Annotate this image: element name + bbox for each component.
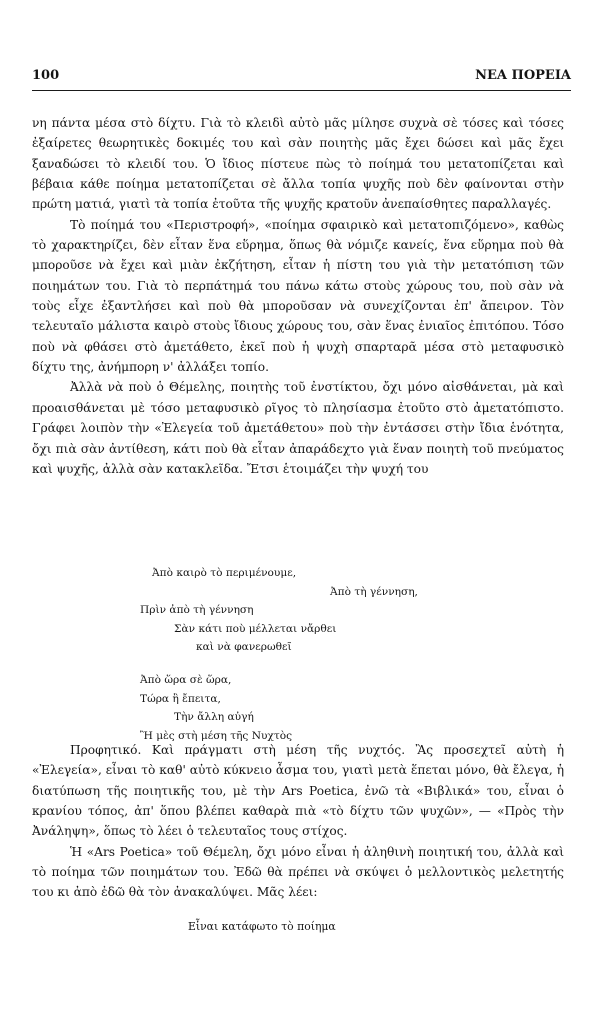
poem-line: καὶ νὰ φανερωθεῖ: [196, 641, 292, 654]
poem-line: Ἀπὸ καιρὸ τὸ περιμένουμε,: [152, 567, 297, 579]
poem-line: Ἀπὸ ὥρα σὲ ὥρα,: [140, 673, 232, 686]
paragraph: νη πάντα μέσα στὸ δίχτυ. Γιὰ τὸ κλειδὶ αὐτὸ μᾶς μίλησε συχνὰ σὲ τόσες καὶ τόσες ἐξαίρετες θεωρητικὲς δοκιμές του καὶ σὰν ποιητὴς μᾶς ἔχει δώσει καὶ μᾶς ἔχει ξαναδώσει τὸ κλειδί του. Ὁ ἴδιος πίστευε πὼς τὸ ποίημά του μετατοπίζεται καὶ βέβαια κάθε ποίημα μετατοπίζεται σὲ ἄλλα τοπία ψυχῆς ποὺ δὲν φαίνονται στὴν πρώτη ματιά, γιατὶ τὰ τοπία ἐτοῦτα τῆς ψυχῆς κρατοῦν ἀνεπαίσθητες παραλλαγές.: [32, 116, 564, 212]
main-text-continued: [32, 740, 564, 903]
stanza-break: [32, 657, 564, 671]
paragraph: Ἀλλὰ νὰ ποὺ ὁ Θέμελης, ποιητὴς τοῦ ἐνστίκτου, ὄχι μόνο αἰσθάνεται, μὰ καὶ προαισθάνεται μὲ τόσο μεταφυσικὸ ρῖγος τὸ πλησίασμα ἐτοῦτο στὸ ἀμετατόπιστο. Γράφει λοιπὸν τὴν «Ἐλεγεία τοῦ ἀμετάθετου» ποὺ τὴν ἐντάσσει στὴν ἴδια ἑνότητα, ὄχι πιὰ σὰν ἀντίθεση, κάτι ποὺ θὰ εἶταν ἀπαράδεχτο γιὰ ἕναν ποιητὴ τοῦ πνεύματος καὶ ψυχῆς, ἀλλὰ σὰν κατακλεῖδα. Ἔτσι ἑτοιμάζει τὴν ψυχή του: [32, 380, 564, 476]
poem-line: Πρὶν ἀπὸ τὴ γέννηση: [140, 604, 254, 617]
poem-line: Ἀπὸ τὴ γέννηση,: [330, 585, 418, 598]
poem-line: Τώρα ἢ ἔπειτα,: [140, 692, 221, 705]
closing-quote-line: Εἶναι κατάφωτο τὸ ποίημα: [188, 920, 336, 933]
page-number: 100: [32, 68, 60, 83]
paragraph: Ἡ «Ars Poetica» τοῦ Θέμελη, ὄχι μόνο εἶναι ἡ ἀληθινὴ ποιητική του, ἀλλὰ καὶ τὸ ποίημα τῶν ποιημάτων του. Ἐδῶ θὰ πρέπει νὰ σκύψει ὁ μελλοντικὸς μελετητής του κι ἀπὸ ἐδῶ θὰ τὸν ἀνακαλύψει. Μᾶς λέει:: [32, 844, 564, 900]
page-header: [32, 68, 571, 83]
poem-excerpt: [32, 564, 564, 745]
paragraph: Τὸ ποίημά του «Περιστροφή», «ποίημα σφαιρικὸ καὶ μετατοπιζόμενο», καθὼς τὸ χαρακτηρίζει, δὲν εἶταν ἕνα εὕρημα, ὅπως θὰ νόμιζε κανείς, ἕνα εὕρημα ποὺ θὰ μποροῦσε νὰ ἔχει καὶ μιὰν ἐκζήτηση, εἶταν ἡ πίστη του γιὰ τὴν μετατόπιση τῶν ποιημάτων του. Γιὰ τὸ περπάτημά του πάνω κάτω στοὺς χώρους του, ποὺ σὰν νὰ τοὺς εἶχε ἐξαντλήσει καὶ ποὺ θὰ μποροῦσαν νὰ συνεχίζονται ἐπ' ἄπειρον. Τὸν τελευταῖο μάλιστα καιρὸ στοὺς ἴδιους χώρους του, σὰν ἕνας ἐνιαῖος ἐπιτόπου. Τόσο ποὺ νὰ φθάσει στὸ ἀμετάθετο, ἐκεῖ ποὺ ἡ ψυχὴ σπαρταρᾶ μέσα στὸ μεταφυσικὸ δίχτυ της, ἀνήμπορη ν' ἀλλάξει τοπίο.: [32, 217, 564, 375]
main-text: [32, 113, 564, 479]
journal-title: ΝΕΑ ΠΟΡΕΙΑ: [475, 68, 571, 83]
poem-line: Ἢ μὲς στὴ μέση τῆς Νυχτὸς: [140, 729, 293, 742]
poem-line: Τὴν ἄλλη αὐγή: [174, 711, 254, 724]
header-rule: [32, 90, 571, 91]
paragraph: Προφητικό. Καὶ πράγματι στὴ μέση τῆς νυχτός. Ἂς προσεχτεῖ αὐτὴ ἡ «Ἐλεγεία», εἶναι τὸ καθ' αὐτὸ κύκνειο ἆσμα του, γιατὶ μετὰ ἕπεται μόνο, θὰ ἔλεγα, ἡ διατύπωση τῆς ποιητικῆς του, μὲ τὴν Ars Poetica, ἐνῶ τὰ «Βιβλικά» του, εἶναι ὁ κρανίου τόπος, ἀπ' ὅπου βλέπει καθαρὰ πιὰ «τὸ δίχτυ τῶν ψυχῶν», — «Πρὸς τὴν Ἀνάληψη», ὅπως τὸ λέει ὁ τελευταῖος τους στίχος.: [32, 743, 564, 839]
poem-line: Σὰν κάτι ποὺ μέλλεται νἄρθει: [174, 622, 337, 635]
